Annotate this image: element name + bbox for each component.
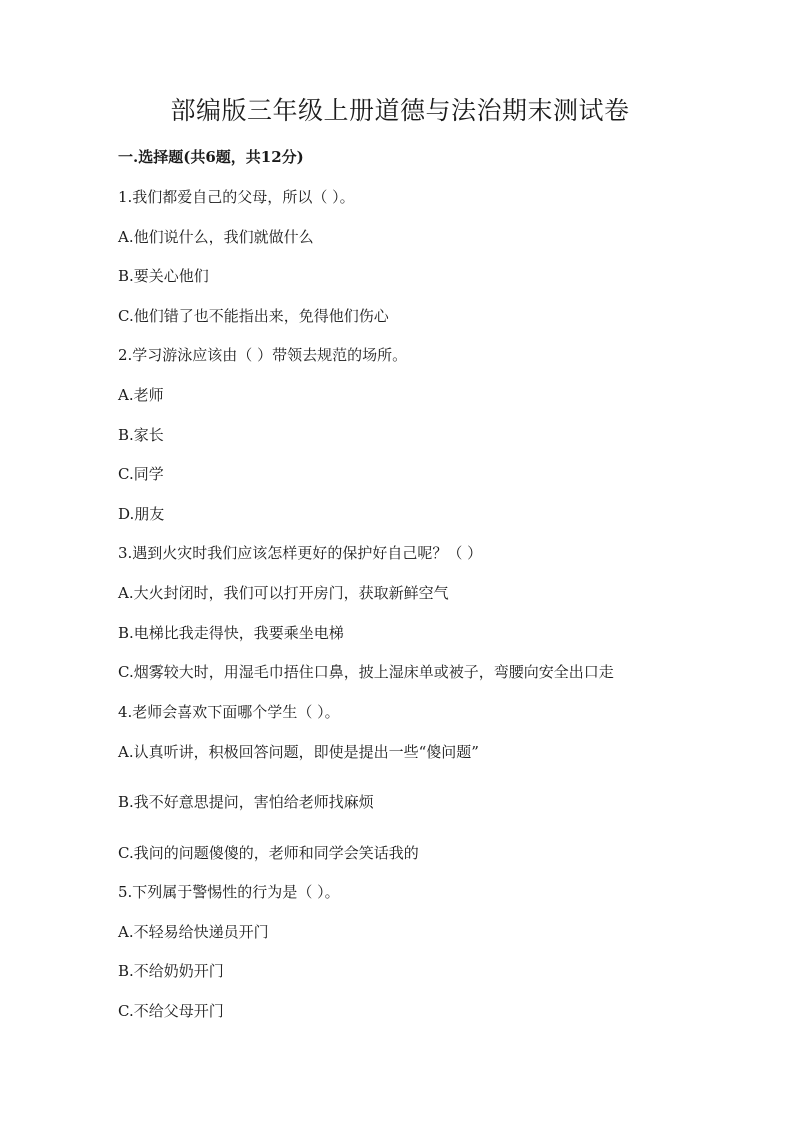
question-2-stem: 2.学习游泳应该由（ ）带领去规范的场所。 (118, 346, 408, 364)
question-5-option-b: B.不给奶奶开门 (118, 962, 224, 980)
question-5-stem: 5.下列属于警惕性的行为是（ ）。 (118, 883, 340, 901)
question-3-option-b: B.电梯比我走得快，我要乘坐电梯 (118, 624, 344, 642)
question-2-option-b: B.家长 (118, 426, 164, 444)
question-2-option-c: C.同学 (118, 465, 164, 483)
question-4-option-a: A.认真听讲，积极回答问题，即使是提出一些“傻问题” (118, 743, 479, 761)
question-1-option-a: A.他们说什么，我们就做什么 (118, 228, 314, 246)
question-2-option-d: D.朋友 (118, 505, 165, 523)
question-3-stem: 3.遇到火灾时我们应该怎样更好的保护好自己呢？（ ） (118, 544, 483, 562)
question-5-option-c: C.不给父母开门 (118, 1002, 224, 1020)
question-1-stem: 1.我们都爱自己的父母，所以（ ）。 (118, 188, 355, 206)
question-4-option-c: C.我问的问题傻傻的，老师和同学会笑话我的 (118, 844, 419, 862)
question-5-option-a: A.不轻易给快递员开门 (118, 923, 269, 941)
question-2-option-a: A.老师 (118, 386, 164, 404)
question-1-option-b: B.要关心他们 (118, 267, 209, 285)
question-3-option-a: A.大火封闭时，我们可以打开房门，获取新鲜空气 (118, 584, 449, 602)
question-1-option-c: C.他们错了也不能指出来，免得他们伤心 (118, 307, 389, 325)
page-title: 部编版三年级上册道德与法治期末测试卷 (170, 96, 630, 125)
question-4-stem: 4.老师会喜欢下面哪个学生（ ）。 (118, 703, 340, 721)
question-4-option-b: B.我不好意思提问，害怕给老师找麻烦 (118, 793, 374, 811)
question-3-option-c: C.烟雾较大时，用湿毛巾捂住口鼻，披上湿床单或被子，弯腰向安全出口走 (118, 663, 614, 681)
section-heading: 一.选择题(共6题，共12分) (118, 148, 304, 166)
